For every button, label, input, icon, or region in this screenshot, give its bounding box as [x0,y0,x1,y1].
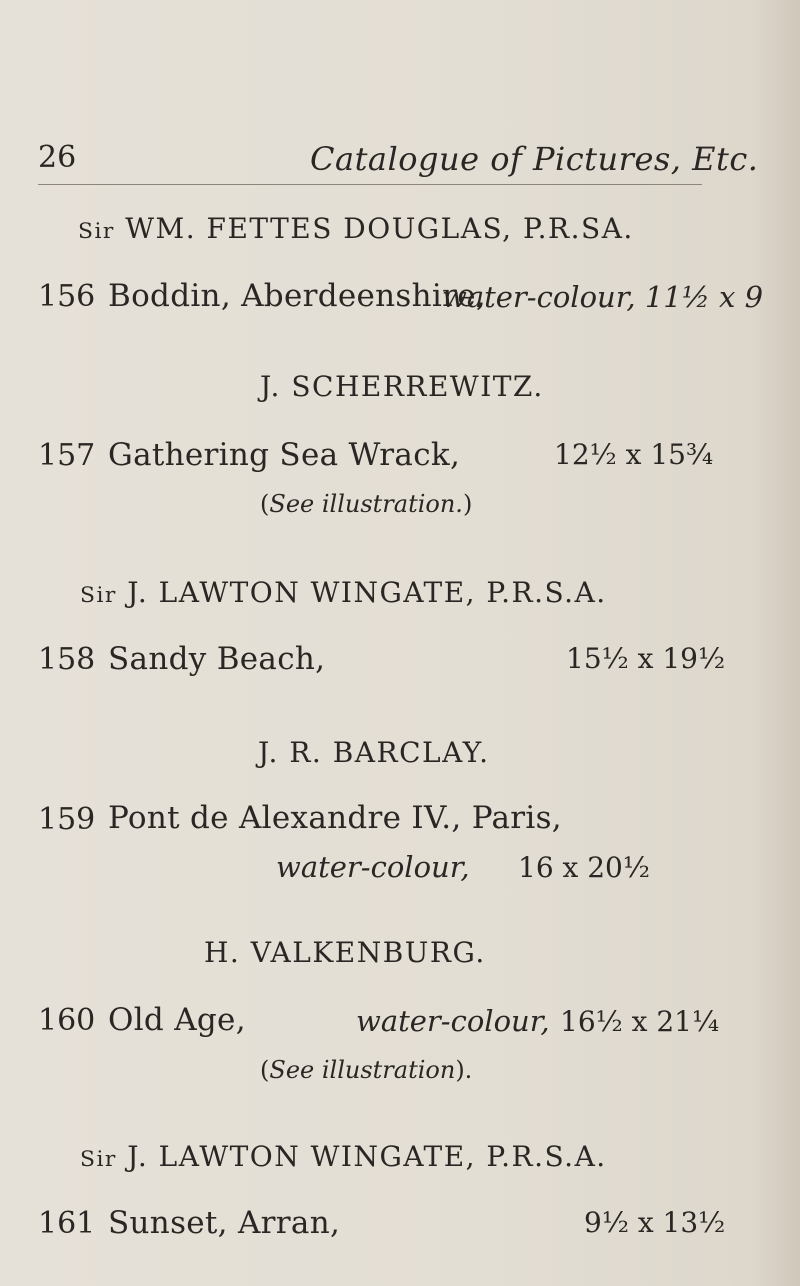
artist-name: J. SCHERREWITZ. [260,370,544,403]
entry-number: 159 [38,802,96,837]
entry-number: 158 [38,642,96,677]
entry-dimensions: 9½ x 13½ [584,1206,726,1239]
illustration-note: (See illustration). [260,1056,473,1084]
artist-heading [80,576,607,609]
page-number: 26 [38,140,77,175]
running-title: Catalogue of Pictures, Etc. [310,140,759,178]
entry-title: Pont de Alexandre IV., Paris, [108,800,562,836]
entry-number: 161 [38,1206,96,1241]
artist-prefix: Sir [80,583,117,608]
entry-title: Boddin, Aberdeenshire, [108,278,487,314]
entry-medium: water-colour, [276,850,470,884]
entry-title: Sandy Beach, [108,641,326,677]
header-rule [38,184,702,185]
entry-dimensions: 15½ x 19½ [566,642,726,675]
artist-prefix: Sir [78,219,115,244]
entry-title: Gathering Sea Wrack, [108,437,461,473]
artist-name: J. R. BARCLAY. [258,736,490,769]
entry-title: Sunset, Arran, [108,1205,341,1241]
entry-number: 160 [38,1003,96,1038]
entry-dimensions: 16½ x 21¼ [560,1005,720,1038]
entry-number: 156 [38,279,96,314]
illustration-note: (See illustration.) [260,490,473,518]
artist-heading [80,1140,607,1173]
artist-name: J. LAWTON WINGATE, P.R.S.A. [127,576,607,609]
artist-name: H. VALKENBURG. [204,936,486,969]
artist-prefix: Sir [80,1147,117,1172]
artist-heading [78,212,634,245]
entry-number: 157 [38,438,96,473]
artist-name: WM. FETTES DOUGLAS, P.R.SA. [125,212,634,245]
entry-dimensions: 16 x 20½ [518,851,650,884]
entry-dimensions: 12½ x 15¾ [554,438,714,471]
entry-title: Old Age, [108,1002,246,1038]
entry-medium: water-colour, [356,1004,550,1038]
entry-medium-dimensions: water-colour, 11½ x 9 [442,280,764,314]
artist-name: J. LAWTON WINGATE, P.R.S.A. [127,1140,607,1173]
